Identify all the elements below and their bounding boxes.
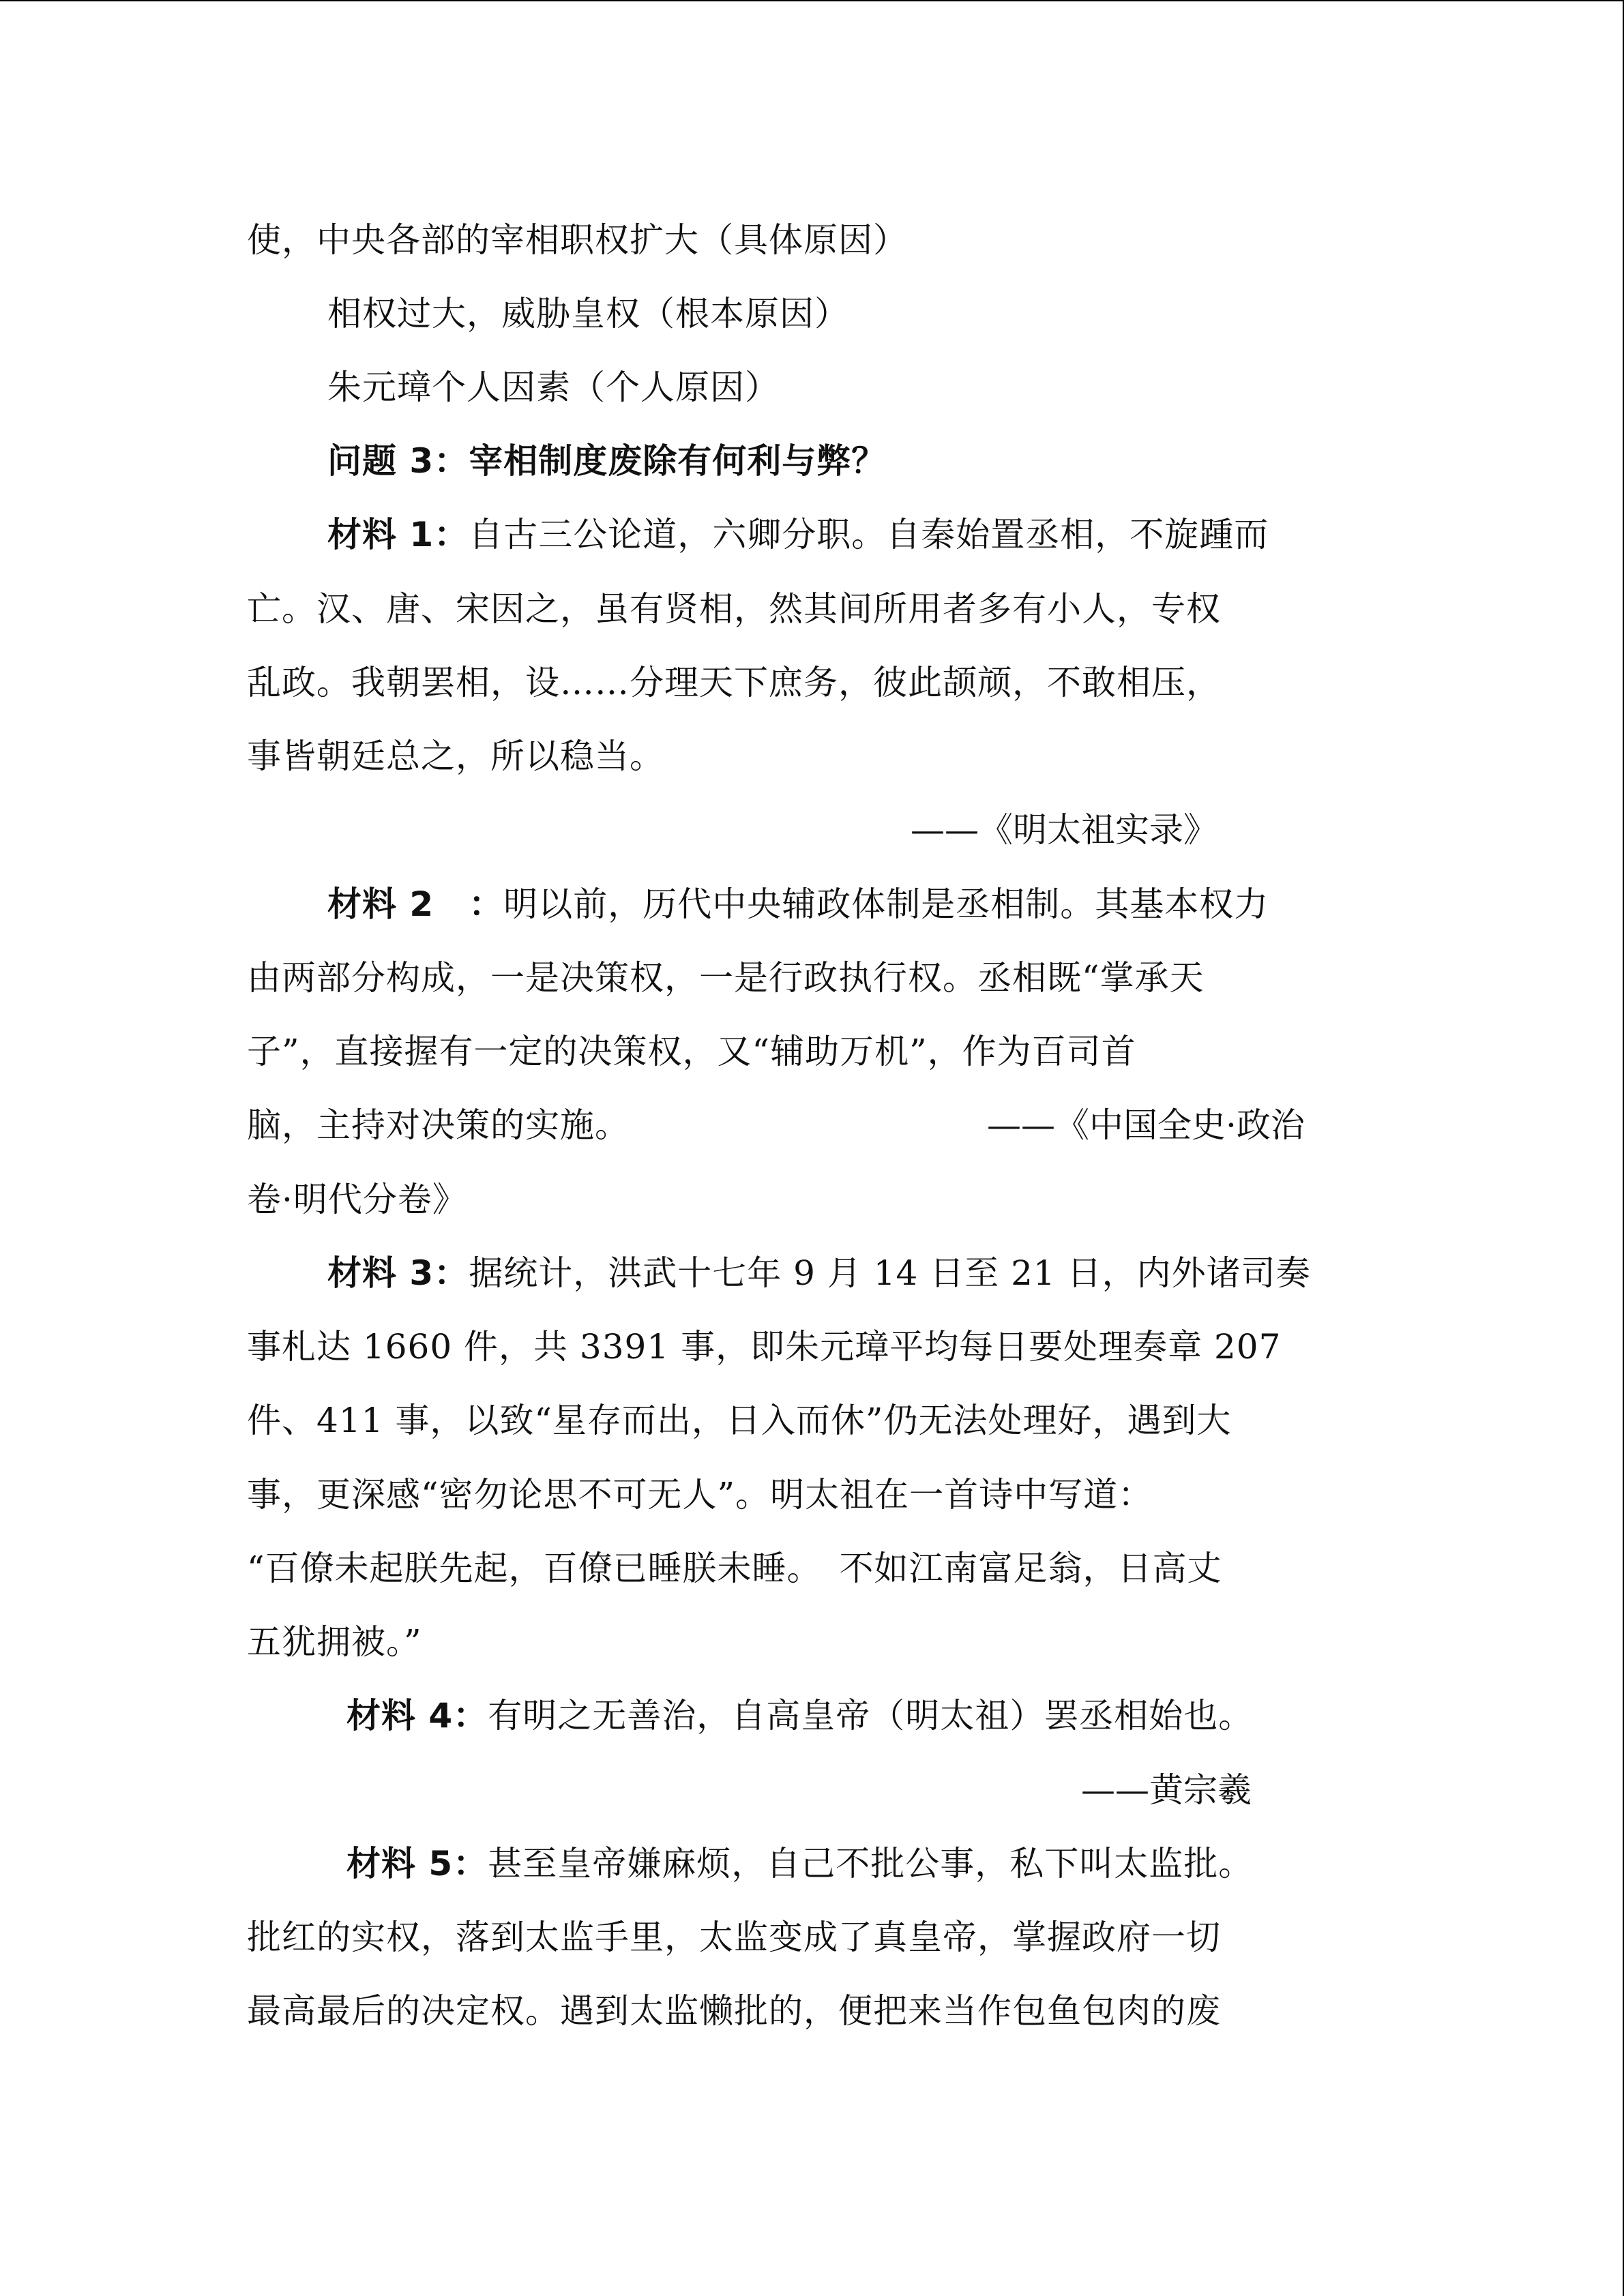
material-1-label: 材料 1： (327, 515, 469, 554)
material-2-label: 材料 2 ： (327, 884, 504, 924)
material-1-line-2: 亡。汉、唐、宋因之，虽有贤相，然其间所用者多有小人，专权 (247, 589, 1221, 629)
material-2-line-3: 子”，直接握有一定的决策权，又“辅助万机”，作为百司首 (247, 1032, 1136, 1071)
material-5-text-1: 甚至皇帝嫌麻烦，自己不批公事，私下叫太监批。 (488, 1844, 1254, 1883)
material-1-text-1: 自古三公论道，六卿分职。自秦始置丞相，不旋踵而 (469, 515, 1269, 554)
material-3-line-1 (327, 1253, 1311, 1294)
material-5-line-1 (346, 1843, 1253, 1884)
question-heading: 问题 3：宰相制度废除有何利与弊？ (327, 441, 887, 481)
material-1-line-3: 乱政。我朝罢相，设……分理天下庶务，彼此颉颃，不敢相压， (247, 663, 1221, 702)
material-3-line-3: 件、411 事，以致“星存而出，日入而休”仍无法处理好，遇到大 (247, 1401, 1232, 1440)
material-3-line-4: 事，更深感“密勿论思不可无人”。明太祖在一首诗中写道： (247, 1475, 1153, 1515)
material-3-line-5: “百僚未起朕先起，百僚已睡朕未睡。 不如江南富足翁，日高丈 (247, 1549, 1222, 1588)
material-1-line-1 (327, 514, 1269, 555)
material-2-text-1: 明以前，历代中央辅政体制是丞相制。其基本权力 (503, 884, 1269, 924)
intro-line-2: 相权过大，威胁皇权（根本原因） (327, 294, 849, 333)
material-4-source: ——黄宗羲 (1081, 1770, 1252, 1810)
material-5-line-3: 最高最后的决定权。遇到太监懒批的，便把来当作包鱼包肉的废 (247, 1991, 1221, 2031)
material-2-line-2: 由两部分构成，一是决策权，一是行政执行权。丞相既“掌承天 (247, 958, 1205, 998)
material-4-line-1 (346, 1695, 1253, 1736)
material-2-line-4: 脑，主持对决策的实施。 (247, 1105, 630, 1145)
material-4-text-1: 有明之无善治，自高皇帝（明太祖）罢丞相始也。 (488, 1696, 1254, 1735)
material-2-line-1 (327, 884, 1269, 925)
material-1-line-4: 事皆朝廷总之，所以稳当。 (247, 736, 664, 776)
material-5-line-2: 批红的实权，落到太监手里，太监变成了真皇帝，掌握政府一切 (247, 1918, 1221, 1957)
material-2-source-b: 卷·明代分卷》 (247, 1180, 467, 1219)
intro-line-1: 使，中央各部的宰相职权扩大（具体原因） (247, 220, 908, 260)
material-3-label: 材料 3： (327, 1253, 469, 1293)
material-4-label: 材料 4： (346, 1696, 488, 1735)
material-3-line-6: 五犹拥被。” (247, 1622, 422, 1662)
material-2-source-a: ——《中国全史·政治 (987, 1105, 1305, 1145)
material-1-source: ——《明太祖实录》 (911, 810, 1217, 850)
material-3-text-1: 据统计，洪武十七年 9 月 14 日至 21 日，内外诸司奏 (469, 1253, 1311, 1293)
material-5-label: 材料 5： (346, 1844, 488, 1883)
material-3-line-2: 事札达 1660 件，共 3391 事，即朱元璋平均每日要处理奏章 207 (247, 1327, 1282, 1367)
intro-line-3: 朱元璋个人因素（个人原因） (327, 368, 780, 407)
